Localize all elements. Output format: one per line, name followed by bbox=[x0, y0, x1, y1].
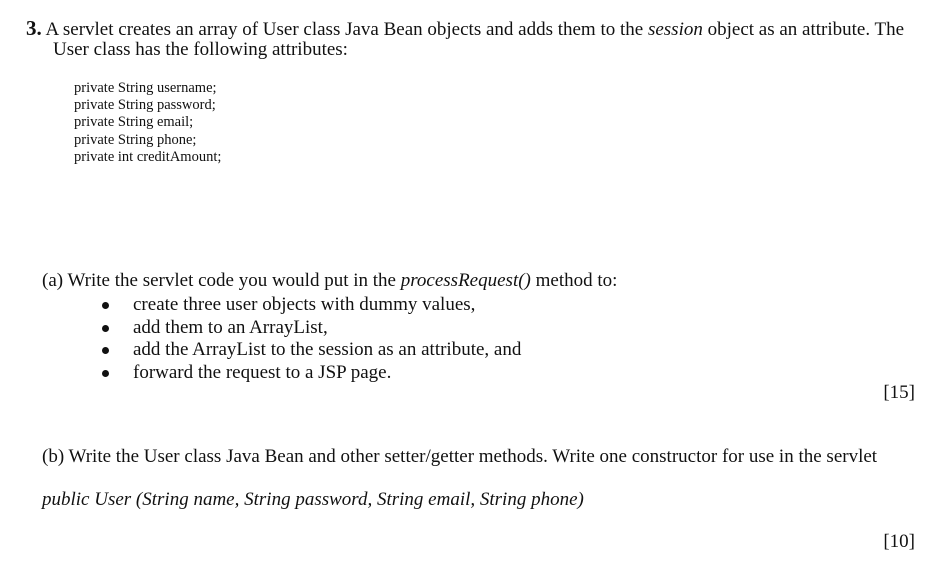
part-b-marks: [10] bbox=[883, 531, 915, 552]
part-a-marks: [15] bbox=[883, 382, 915, 403]
bullet-icon bbox=[102, 370, 109, 377]
list-item bbox=[100, 317, 521, 340]
list-item bbox=[100, 294, 521, 317]
bullet-text: add the ArrayList to the session as an attribute, and bbox=[133, 339, 522, 361]
question-intro-text-a: A servlet creates an array of User class Java Bean objects and adds them to the bbox=[41, 19, 648, 40]
attribute-line: private String phone; bbox=[74, 131, 197, 148]
part-a-prompt bbox=[42, 270, 617, 292]
question-intro-line-2: User class has the following attributes: bbox=[53, 39, 348, 60]
attribute-line: private String password; bbox=[74, 97, 216, 114]
bullet-text: create three user objects with dummy values, bbox=[133, 294, 476, 315]
part-a-text-a: (a) Write the servlet code you would put in the bbox=[42, 270, 401, 291]
question-number: 3. bbox=[26, 16, 42, 40]
attribute-line: private int creditAmount; bbox=[74, 148, 222, 165]
part-a-method-name: processRequest() bbox=[400, 270, 531, 291]
part-a-bullet-list bbox=[100, 294, 521, 384]
bullet-icon bbox=[102, 302, 109, 309]
attribute-line: private String username; bbox=[74, 80, 217, 96]
part-a-text-b: method to: bbox=[530, 270, 618, 291]
bullet-icon bbox=[102, 347, 109, 354]
bullet-text: add them to an ArrayList, bbox=[133, 316, 328, 338]
list-item bbox=[100, 362, 521, 385]
constructor-signature: public User (String name, String password, String email, String phone) bbox=[42, 489, 584, 510]
attribute-list bbox=[74, 80, 221, 166]
list-item bbox=[100, 339, 521, 362]
question-intro-line-1 bbox=[26, 17, 904, 41]
attribute-line: private String email; bbox=[74, 114, 194, 131]
question-intro-text-b: object as an attribute. The bbox=[702, 19, 905, 40]
bullet-text: forward the request to a JSP page. bbox=[133, 361, 392, 383]
bullet-icon bbox=[102, 325, 109, 332]
part-b-prompt: (b) Write the User class Java Bean and other setter/getter methods. Write one constructor for use in the servlet bbox=[42, 446, 878, 467]
question-intro-session-word: session bbox=[647, 19, 703, 40]
